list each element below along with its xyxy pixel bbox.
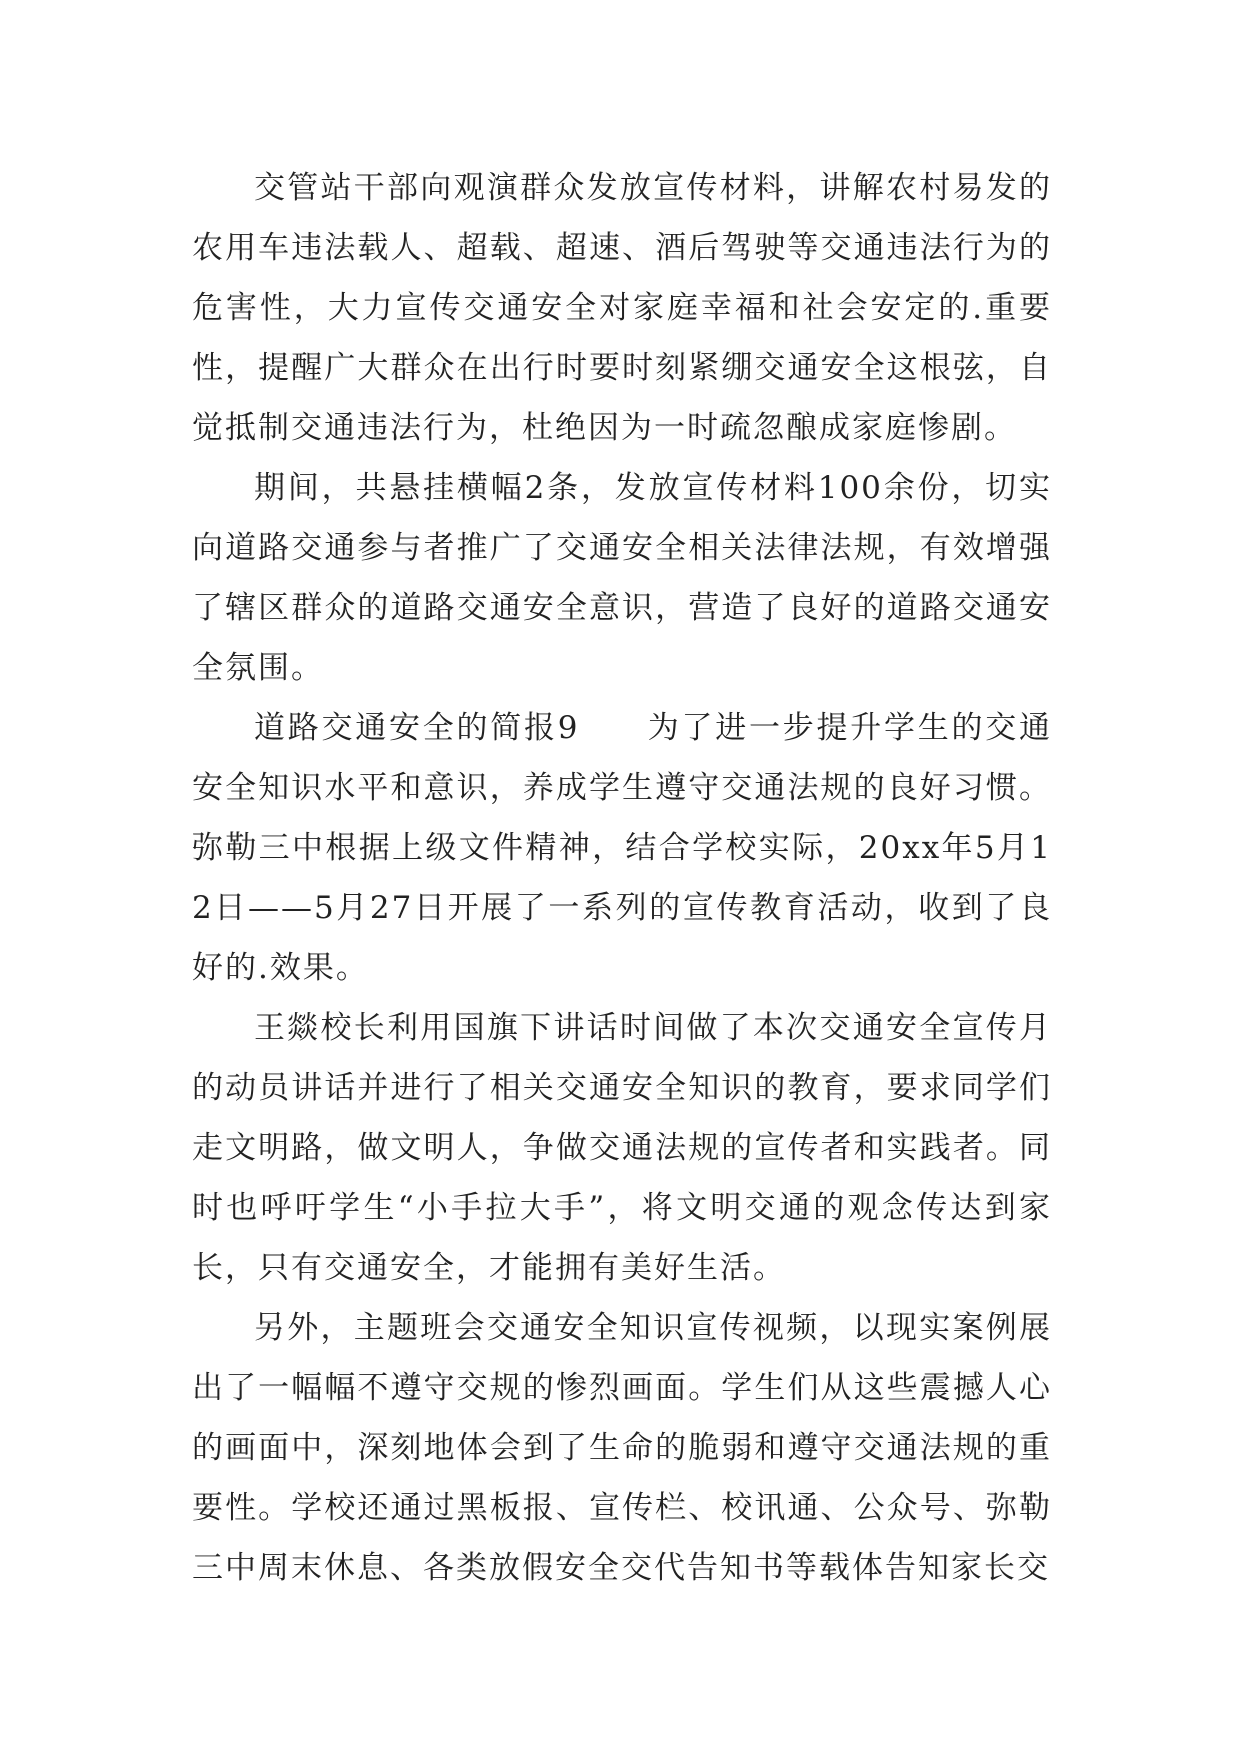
paragraph: 期间，共悬挂横幅2条，发放宣传材料100余份，切实向道路交通参与者推广了交通安全相关法律法规，有效增强了辖区群众的道路交通安全意识，营造了良好的道路交通安全氛围。 <box>192 470 1052 686</box>
paragraph: 道路交通安全的简报9 为了进一步提升学生的交通安全知识水平和意识，养成学生遵守交通法规的良好习惯。弥勒三中根据上级文件精神，结合学校实际，20xx年5月12日——5月27日开展了一系列的宣传教育活动，收到了良好的.效果。 <box>192 710 1052 986</box>
paragraph: 另外，主题班会交通安全知识宣传视频，以现实案例展出了一幅幅不遵守交规的惨烈画面。学生们从这些震撼人心的画面中，深刻地体会到了生命的脆弱和遵守交通法规的重要性。学校还通过黑板报、宣传栏、校讯通、公众号、弥勒三中周末休息、各类放假安全交代告知书等载体告知家长交 <box>192 1310 1052 1586</box>
document-body <box>192 158 1052 1598</box>
paragraph: 王燚校长利用国旗下讲话时间做了本次交通安全宣传月的动员讲话并进行了相关交通安全知识的教育，要求同学们走文明路，做文明人，争做交通法规的宣传者和实践者。同时也呼吁学生“小手拉大手”，将文明交通的观念传达到家长，只有交通安全，才能拥有美好生活。 <box>192 1010 1052 1286</box>
paragraph: 交管站干部向观演群众发放宣传材料，讲解农村易发的农用车违法载人、超载、超速、酒后驾驶等交通违法行为的危害性，大力宣传交通安全对家庭幸福和社会安定的.重要性，提醒广大群众在出行时要时刻紧绷交通安全这根弦，自觉抵制交通违法行为，杜绝因为一时疏忽酿成家庭惨剧。 <box>192 170 1052 446</box>
